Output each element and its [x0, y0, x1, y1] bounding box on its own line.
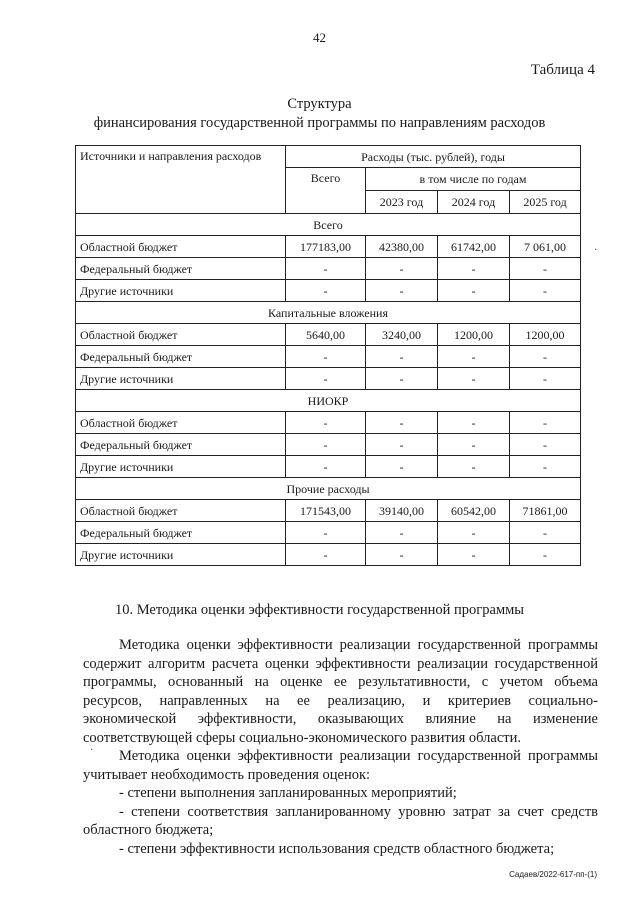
row-value: 5640,00 — [286, 324, 366, 346]
table-row — [76, 258, 581, 280]
row-source: Федеральный бюджет — [76, 434, 286, 456]
row-value: - — [510, 258, 581, 280]
row-value: - — [510, 368, 581, 390]
table-header-row-1 — [76, 146, 581, 168]
table-row — [76, 324, 581, 346]
row-value: - — [366, 522, 438, 544]
row-value: - — [438, 456, 510, 478]
table-row — [76, 434, 581, 456]
bullet-1: - степени выполнения запланированных мероприятий; — [119, 785, 457, 801]
section-title: Капитальные вложения — [76, 302, 581, 324]
paragraph-2 — [83, 747, 598, 858]
scan-speck: · — [594, 245, 598, 256]
row-value: - — [366, 368, 438, 390]
row-value: 61742,00 — [438, 236, 510, 258]
section-row — [76, 478, 581, 500]
row-value: - — [286, 346, 366, 368]
row-value: - — [510, 346, 581, 368]
financing-table — [75, 145, 581, 566]
row-value: - — [286, 258, 366, 280]
row-value: - — [510, 522, 581, 544]
row-source: Другие источники — [76, 544, 286, 566]
row-value: 7 061,00 — [510, 236, 581, 258]
table-row — [76, 368, 581, 390]
table-row — [76, 500, 581, 522]
section-title: НИОКР — [76, 390, 581, 412]
row-value: - — [286, 368, 366, 390]
section-10-heading: 10. Методика оценки эффективности государственной программы — [114, 602, 525, 618]
table-title-line2: финансирования государственной программы по направлениям расходов — [93, 115, 546, 131]
paragraph-1-line: экономической эффективности, оказывающих влияние на изменение — [83, 711, 598, 727]
row-value: - — [286, 456, 366, 478]
row-value: - — [286, 544, 366, 566]
row-source: Областной бюджет — [76, 236, 286, 258]
paragraph-2-line: учитывает необходимость проведения оценок: — [83, 766, 371, 783]
header-year-2025: 2025 год — [510, 191, 581, 214]
row-value: 42380,00 — [366, 236, 438, 258]
table-row — [76, 236, 581, 258]
row-source: Областной бюджет — [76, 500, 286, 522]
header-year-2023: 2023 год — [366, 191, 438, 214]
row-value: 39140,00 — [366, 500, 438, 522]
row-value: - — [286, 412, 366, 434]
header-year-2024: 2024 год — [438, 191, 510, 214]
row-source: Другие источники — [76, 368, 286, 390]
footer-code: Садаев/2022-617-пп-(1) — [509, 870, 597, 879]
row-value: - — [366, 434, 438, 456]
table-title-line1: Структура — [287, 96, 352, 112]
header-including: в том числе по годам — [366, 168, 581, 191]
row-source: Другие источники — [76, 456, 286, 478]
row-value: - — [286, 280, 366, 302]
row-value: 171543,00 — [286, 500, 366, 522]
row-source: Областной бюджет — [76, 324, 286, 346]
row-value: - — [438, 434, 510, 456]
row-value: - — [366, 258, 438, 280]
table-row — [76, 346, 581, 368]
row-value: - — [366, 456, 438, 478]
row-value: - — [438, 346, 510, 368]
row-source: Областной бюджет — [76, 412, 286, 434]
row-value: 177183,00 — [286, 236, 366, 258]
row-value: - — [366, 280, 438, 302]
scan-speck: · — [90, 745, 94, 756]
row-source: Федеральный бюджет — [76, 258, 286, 280]
row-value: 71861,00 — [510, 500, 581, 522]
row-source: Федеральный бюджет — [76, 522, 286, 544]
row-value: - — [366, 346, 438, 368]
row-value: - — [366, 544, 438, 566]
row-value: - — [438, 280, 510, 302]
table-row — [76, 522, 581, 544]
row-value: - — [438, 368, 510, 390]
row-value: - — [438, 258, 510, 280]
section-title: Прочие расходы — [76, 478, 581, 500]
paragraph-1-line: Методика оценки эффективности реализации государственной программы — [119, 637, 598, 653]
row-value: - — [286, 434, 366, 456]
table-row — [76, 456, 581, 478]
row-value: - — [510, 280, 581, 302]
row-value: - — [510, 544, 581, 566]
row-value: - — [286, 522, 366, 544]
paragraph-1-line: соответствующей сферы социально-экономического развития области. — [83, 729, 522, 746]
table-row — [76, 280, 581, 302]
paragraph-1-line: ресурсов, направленных на ее реализацию, и критериев социально- — [83, 692, 598, 709]
row-value: - — [438, 544, 510, 566]
bullet-3: - степени эффективности использования средств областного бюджета; — [119, 840, 555, 857]
section-row — [76, 302, 581, 324]
header-expenses: Расходы (тыс. рублей), годы — [286, 146, 581, 168]
row-source: Федеральный бюджет — [76, 346, 286, 368]
row-source: Другие источники — [76, 280, 286, 302]
bullet-2-line: областного бюджета; — [83, 822, 214, 838]
section-row — [76, 390, 581, 412]
row-value: 1200,00 — [510, 324, 581, 346]
table-row — [76, 412, 581, 434]
row-value: - — [510, 456, 581, 478]
row-value: 60542,00 — [438, 500, 510, 522]
row-value: - — [510, 434, 581, 456]
section-title: Всего — [76, 214, 581, 236]
header-total: Всего — [286, 168, 366, 214]
row-value: - — [438, 412, 510, 434]
row-value: 3240,00 — [366, 324, 438, 346]
bullet-2-line: - степени соответствия запланированному уровню затрат за счет средств — [119, 803, 598, 820]
table-row — [76, 544, 581, 566]
paragraph-2-line: Методика оценки эффективности реализации государственной программы — [119, 748, 598, 764]
section-row — [76, 214, 581, 236]
table-label: Таблица 4 — [530, 62, 595, 78]
row-value: - — [438, 522, 510, 544]
row-value: - — [366, 412, 438, 434]
paragraph-1 — [83, 636, 598, 747]
row-value: 1200,00 — [438, 324, 510, 346]
page-number: 42 — [313, 30, 326, 45]
paragraph-1-line: программы, основанный на оценке ее результативности, с учетом объема — [83, 674, 598, 690]
paragraph-1-line: содержит алгоритм расчета оценки эффективности реализации государственной — [83, 655, 598, 672]
header-sources: Источники и направления расходов — [76, 146, 286, 214]
row-value: - — [510, 412, 581, 434]
